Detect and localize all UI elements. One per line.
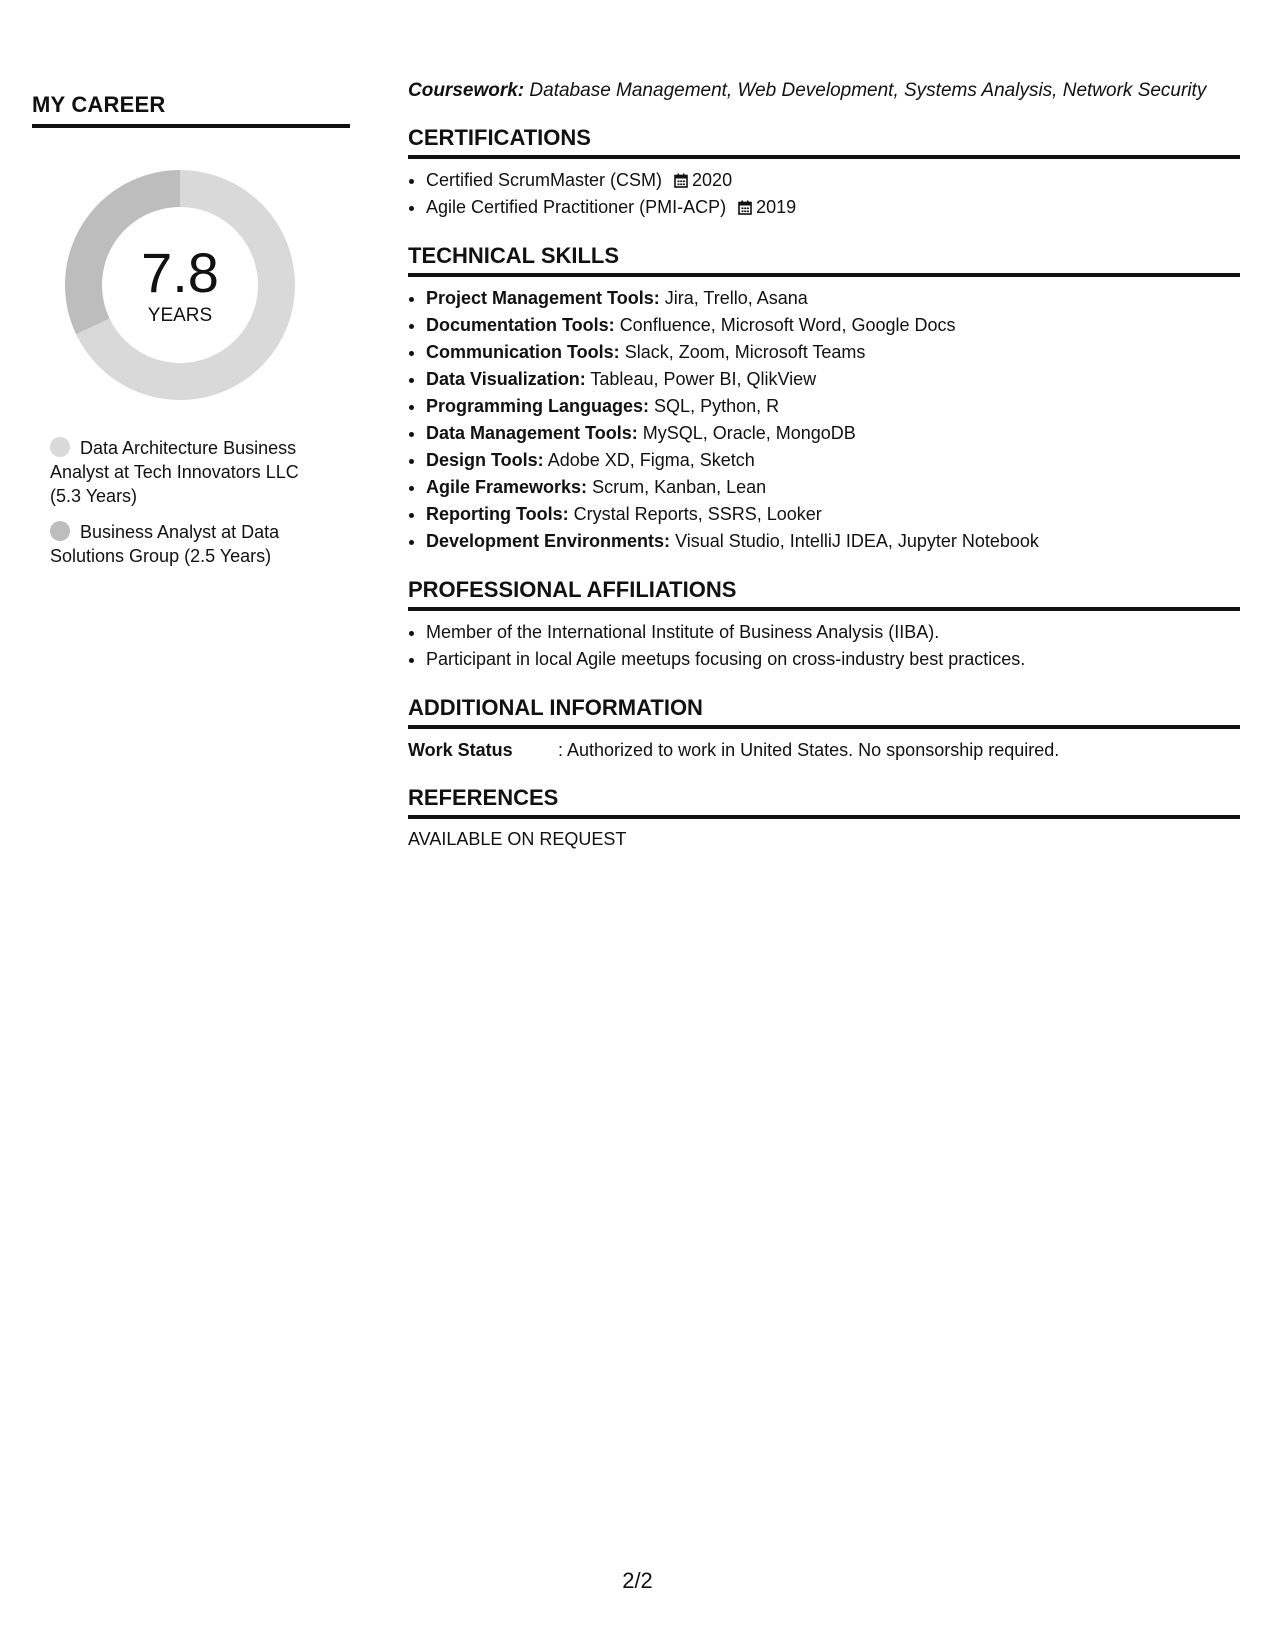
legend-label: Data Architecture Business Analyst at Tech Innovators LLC (5.3 Years) bbox=[50, 438, 299, 506]
certification-year: 2020 bbox=[692, 170, 733, 190]
affiliation-item: • Member of the International Institute of Business Analysis (IIBA). bbox=[426, 619, 1240, 646]
skill-item bbox=[426, 447, 1240, 474]
affiliations-heading: PROFESSIONAL AFFILIATIONS bbox=[408, 577, 1240, 611]
skill-item bbox=[426, 393, 1240, 420]
references-heading: REFERENCES bbox=[408, 785, 1240, 819]
skill-value: Adobe XD, Figma, Sketch bbox=[547, 450, 755, 470]
skill-label: Project Management Tools: bbox=[426, 288, 660, 308]
skill-item bbox=[426, 339, 1240, 366]
work-status-label: Work Status bbox=[408, 740, 513, 760]
skill-label: Communication Tools: bbox=[426, 342, 620, 362]
main-content bbox=[408, 78, 1240, 850]
legend-dot-icon bbox=[50, 521, 70, 541]
skill-label: Programming Languages: bbox=[426, 396, 650, 416]
skill-value: Tableau, Power BI, QlikView bbox=[590, 369, 817, 389]
legend-item bbox=[50, 436, 318, 508]
references-section bbox=[408, 785, 1240, 850]
references-text: AVAILABLE ON REQUEST bbox=[408, 829, 627, 849]
legend-label: Business Analyst at Data Solutions Group (2.5 Years) bbox=[50, 522, 280, 566]
legend-item bbox=[50, 520, 318, 568]
certification-item bbox=[426, 194, 1240, 221]
technical-skills-heading: TECHNICAL SKILLS bbox=[408, 243, 1240, 277]
years-unit: YEARS bbox=[147, 305, 213, 326]
coursework bbox=[408, 78, 1240, 103]
calendar-icon bbox=[674, 173, 688, 188]
career-heading: MY CAREER bbox=[32, 92, 350, 128]
skill-item bbox=[426, 501, 1240, 528]
skill-label: Reporting Tools: bbox=[426, 504, 569, 524]
skill-item bbox=[426, 285, 1240, 312]
skill-label: Agile Frameworks: bbox=[426, 477, 588, 497]
skill-item bbox=[426, 366, 1240, 393]
affiliations-section bbox=[408, 577, 1240, 673]
career-panel bbox=[32, 92, 350, 580]
skill-label: Data Visualization: bbox=[426, 369, 586, 389]
career-legend bbox=[50, 436, 318, 568]
additional-info-heading: ADDITIONAL INFORMATION bbox=[408, 695, 1240, 729]
skill-label: Data Management Tools: bbox=[426, 423, 638, 443]
skill-value: Scrum, Kanban, Lean bbox=[592, 477, 767, 497]
total-years: 7.8 bbox=[141, 241, 219, 304]
coursework-label: Coursework: bbox=[408, 80, 525, 101]
technical-skills-section bbox=[408, 243, 1240, 555]
skill-value: Jira, Trello, Asana bbox=[664, 288, 808, 308]
skill-value: SQL, Python, R bbox=[654, 396, 780, 416]
legend-dot-icon bbox=[50, 437, 70, 457]
certifications-heading: CERTIFICATIONS bbox=[408, 125, 1240, 159]
skill-item bbox=[426, 528, 1240, 555]
skill-item bbox=[426, 420, 1240, 447]
skill-label: Documentation Tools: bbox=[426, 315, 615, 335]
calendar-icon bbox=[738, 200, 752, 215]
coursework-text: Database Management, Web Development, Systems Analysis, Network Security bbox=[529, 80, 1207, 101]
skill-item bbox=[426, 312, 1240, 339]
work-status-value: : Authorized to work in United States. No sponsorship required. bbox=[558, 740, 1060, 760]
skill-item bbox=[426, 474, 1240, 501]
certification-name: Agile Certified Practitioner (PMI-ACP) bbox=[426, 197, 727, 217]
skill-value: MySQL, Oracle, MongoDB bbox=[642, 423, 856, 443]
career-donut-chart bbox=[65, 170, 295, 400]
skill-value: Slack, Zoom, Microsoft Teams bbox=[624, 342, 866, 362]
work-status-row bbox=[408, 737, 1240, 763]
skill-label: Design Tools: bbox=[426, 450, 544, 470]
certifications-section bbox=[408, 125, 1240, 221]
additional-info-section bbox=[408, 695, 1240, 763]
certification-item bbox=[426, 167, 1240, 194]
donut-center bbox=[65, 170, 295, 400]
skill-label: Development Environments: bbox=[426, 531, 671, 551]
page-number: 2/2 bbox=[622, 1568, 653, 1593]
affiliation-item: • Participant in local Agile meetups focusing on cross-industry best practices. bbox=[426, 646, 1240, 673]
skill-value: Visual Studio, IntelliJ IDEA, Jupyter Notebook bbox=[675, 531, 1039, 551]
skill-value: Confluence, Microsoft Word, Google Docs bbox=[619, 315, 956, 335]
skill-value: Crystal Reports, SSRS, Looker bbox=[573, 504, 822, 524]
certification-year: 2019 bbox=[756, 197, 797, 217]
certification-name: Certified ScrumMaster (CSM) bbox=[426, 170, 663, 190]
